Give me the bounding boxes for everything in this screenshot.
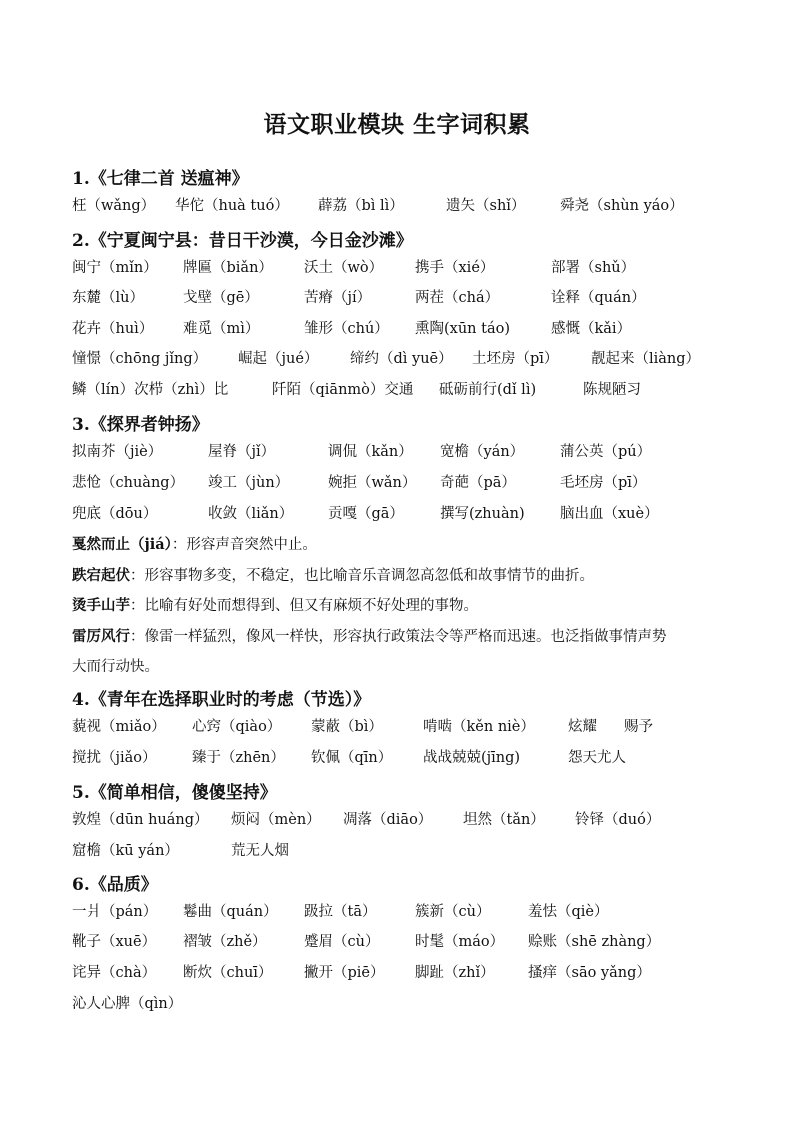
idiom-term: 雷厉风行 (72, 628, 130, 645)
vocab-item: 诠释（quán） (551, 290, 646, 306)
idiom-term: 烫手山芋 (72, 597, 130, 614)
vocab-item: 一爿（pán） (72, 904, 158, 920)
vocab-item: 搔痒（sāo yǎng） (528, 965, 651, 981)
vocab-item: 奇葩（pā） (440, 475, 516, 491)
vocab-item: 宽檐（yán） (440, 444, 525, 460)
vocab-item: 赊账（shē zhàng） (528, 934, 661, 950)
idiom-term: 跌宕起伏 (72, 567, 130, 584)
vocab-item: 簇新（cù） (415, 904, 491, 920)
idiom-explanation: 大而行动快。 (72, 659, 159, 675)
vocab-item: 搅扰（jiǎo） (72, 750, 157, 766)
vocab-item: 赐予 (624, 719, 653, 735)
vocab-item: 苦瘠（jí） (304, 290, 372, 306)
vocab-item: 缔约（dì yuē） (350, 351, 453, 367)
vocab-item: 竣工（jùn） (208, 475, 290, 491)
idiom-definition (72, 566, 594, 586)
vocab-item: 怨天尤人 (568, 750, 626, 766)
vocab-item: 脚趾（zhǐ） (415, 965, 495, 981)
vocab-item: 臻于（zhēn） (192, 750, 285, 766)
vocab-item: 窟檐（kū yán） (72, 843, 179, 859)
section-heading: 3.《探界者钟扬》 (72, 415, 209, 435)
vocab-item: 熏陶(xūn táo) (415, 321, 510, 337)
vocab-item: 啃啮（kěn niè） (423, 719, 535, 735)
vocab-item: 收敛（liǎn） (208, 506, 294, 522)
vocab-item: 蒲公英（pú） (560, 444, 652, 460)
vocab-item: 靓起来（liàng） (591, 351, 701, 367)
vocab-item: 拟南芥（jiè） (72, 444, 163, 460)
vocab-item: 感慨（kǎi） (551, 321, 632, 337)
vocab-item: 薜荔（bì lì） (318, 198, 404, 214)
page-title: 语文职业模块 生字词积累 (263, 111, 531, 138)
vocab-item: 悲怆（chuàng） (72, 475, 185, 491)
idiom-definition (72, 535, 317, 555)
vocab-item: 闽宁（mǐn） (72, 260, 158, 276)
vocab-item: 鬈曲（quán） (183, 904, 278, 920)
section-heading: 4.《青年在选择职业时的考虑（节选）》 (72, 690, 371, 710)
vocab-item: 雏形（chú） (304, 321, 389, 337)
vocab-item: 鳞（lín）次栉（zhì）比 (72, 382, 229, 398)
vocab-item: 憧憬（chōng jǐng） (72, 351, 208, 367)
vocab-item: 花卉（huì） (72, 321, 154, 337)
vocab-item: 断炊（chuī） (183, 965, 273, 981)
vocab-item: 藐视（miǎo） (72, 719, 166, 735)
vocab-item: 崛起（jué） (238, 351, 319, 367)
vocab-item: 撇开（piē） (304, 965, 385, 981)
vocab-item: 枉（wǎng） (72, 198, 156, 214)
vocab-item: 贡嘎（gā） (328, 506, 404, 522)
vocab-item: 心窍（qiào） (192, 719, 282, 735)
vocab-item: 蒙蔽（bì） (311, 719, 383, 735)
section-heading: 2.《宁夏闽宁县：昔日干沙漠，今日金沙滩》 (72, 231, 413, 251)
vocab-item: 脑出血（xuè） (560, 506, 659, 522)
vocab-item: 陈规陋习 (583, 382, 641, 398)
vocab-item: 羞怯（qiè） (528, 904, 609, 920)
vocab-item: 沁人心脾（qìn） (72, 996, 183, 1012)
vocab-item: 华佗（huà tuó） (175, 198, 289, 214)
vocab-item: 戈壁（gē） (183, 290, 259, 306)
idiom-explanation: ：比喻有好处而想得到、但又有麻烦不好处理的事物。 (130, 598, 478, 614)
vocab-item: 沃土（wò） (304, 260, 384, 276)
section-heading: 5.《简单相信，傻傻坚持》 (72, 783, 277, 803)
idiom-definition (72, 627, 667, 647)
vocab-item: 牌匾（biǎn） (183, 260, 273, 276)
section-heading: 6.《品质》 (72, 875, 158, 895)
vocab-item: 烦闷（mèn） (231, 812, 321, 828)
vocab-item: 两茬（chá） (415, 290, 500, 306)
vocab-item: 携手（xié） (415, 260, 495, 276)
vocab-item: 东麓（lù） (72, 290, 144, 306)
vocab-item: 时髦（máo） (415, 934, 505, 950)
vocab-item: 土坯房（pī） (472, 351, 559, 367)
vocab-item: 遗矢（shǐ） (446, 198, 526, 214)
vocab-item: 调侃（kǎn） (328, 444, 413, 460)
vocab-item: 蹙眉（cù） (304, 934, 380, 950)
idiom-definition (72, 657, 159, 677)
vocab-item: 靴子（xuē） (72, 934, 157, 950)
vocab-item: 褶皱（zhě） (183, 934, 267, 950)
idiom-term: 戛然而止（jiá） (72, 536, 172, 553)
vocab-item: 凋落（diāo） (343, 812, 433, 828)
vocab-item: 撰写(zhuàn) (440, 506, 525, 522)
vocab-item: 兜底（dōu） (72, 506, 158, 522)
idiom-explanation: ：像雷一样猛烈，像风一样快，形容执行政策法令等严格而迅速。也泛指做事情声势 (130, 629, 667, 645)
vocab-item: 婉拒（wǎn） (328, 475, 417, 491)
vocab-item: 屋脊（jǐ） (208, 444, 276, 460)
idiom-explanation: ：形容事物多变，不稳定，也比喻音乐音调忽高忽低和故事情节的曲折。 (130, 568, 594, 584)
vocab-item: 砥砺前行(dǐ lì) (439, 382, 537, 398)
idiom-explanation: ：形容声音突然中止。 (171, 537, 317, 553)
vocab-item: 铃铎（duó） (575, 812, 661, 828)
vocab-item: 敦煌（dūn huáng） (72, 812, 209, 828)
vocab-item: 炫耀 (568, 719, 597, 735)
vocab-item: 趿拉（tā） (304, 904, 377, 920)
section-heading: 1.《七律二首 送瘟神》 (72, 169, 249, 189)
vocab-item: 坦然（tǎn） (463, 812, 545, 828)
vocab-item: 战战兢兢(jīng) (423, 750, 521, 766)
vocab-item: 难觅（mì） (183, 321, 260, 337)
vocab-item: 毛坯房（pī） (560, 475, 647, 491)
vocab-item: 舜尧（shùn yáo） (560, 198, 684, 214)
vocab-item: 诧异（chà） (72, 965, 157, 981)
vocab-item: 荒无人烟 (231, 843, 289, 859)
vocab-item: 阡陌（qiānmò）交通 (272, 382, 414, 398)
vocab-item: 钦佩（qīn） (311, 750, 393, 766)
vocab-item: 部署（shǔ） (551, 260, 636, 276)
idiom-definition (72, 596, 478, 616)
